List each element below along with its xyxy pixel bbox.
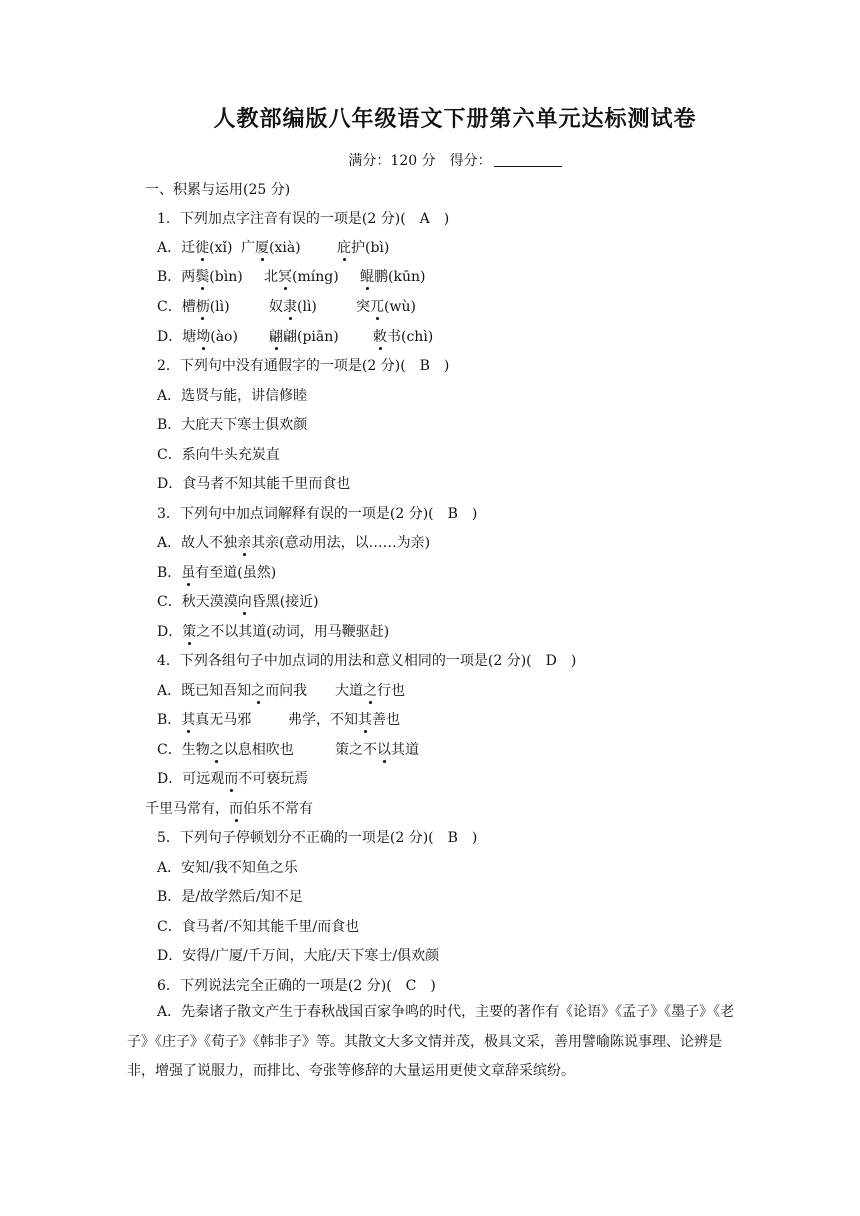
score-blank [494, 152, 562, 167]
question-3-option-d: D．策之不以其道(动词，用马鞭驱赶) [157, 624, 390, 640]
question-3-stem: 3．下列句中加点词解释有误的一项是(2 分)( B ) [157, 506, 478, 522]
question-5-option-b: B．是/故学然后/知不足 [157, 889, 303, 905]
dotted-char: 冥 [278, 269, 292, 285]
question-3-option-b: B．虽有至道(虽然) [157, 565, 277, 581]
dotted-char: 策 [182, 624, 197, 640]
question-2-stem: 2．下列句中没有通假字的一项是(2 分)( B ) [157, 358, 450, 374]
dotted-char: 坳 [196, 329, 211, 345]
dotted-char: 徙 [195, 240, 210, 256]
dotted-char: 以 [377, 742, 391, 758]
question-4-extra-line: 千里马常有，而伯乐不常有 [145, 801, 313, 817]
dotted-char: 亲 [237, 535, 252, 551]
question-3-option-c: C．秋天漠漠向昏黑(接近) [157, 594, 319, 610]
question-1-option-a: A．迁徙(xǐ) 广厦(xià) 庇护(bì) [157, 240, 390, 256]
dotted-char: 翩 [269, 329, 283, 345]
dotted-char: 虽 [181, 565, 196, 581]
dotted-char: 兀 [370, 299, 384, 315]
question-2-option-d: D．食马者不知其能千里而食也 [157, 476, 351, 492]
question-5-option-a: A．安知/我不知鱼之乐 [157, 860, 298, 876]
question-5-option-d: D．安得/广厦/千万间，大庇/天下寒士/俱欢颜 [157, 948, 440, 964]
got-score-label: 得分： [449, 153, 492, 169]
dotted-char: 向 [237, 594, 252, 610]
question-6-stem: 6．下列说法完全正确的一项是(2 分)( C ) [157, 978, 436, 994]
page-title: 人教部编版八年级语文下册第六单元达标测试卷 [213, 106, 697, 132]
question-2-option-a: A．选贤与能，讲信修睦 [157, 388, 308, 404]
question-2-option-c: C．系向牛头充炭直 [157, 447, 280, 463]
dotted-char: 鬓 [195, 269, 210, 285]
question-4-stem: 4．下列各组句子中加点词的用法和意义相同的一项是(2 分)( D ) [157, 653, 577, 669]
dotted-char: 厦 [255, 240, 269, 256]
dotted-char: 而 [229, 801, 243, 817]
dotted-char: 隶 [283, 299, 297, 315]
question-5-option-c: C．食马者/不知其能千里/而食也 [157, 919, 360, 935]
dotted-char: 之 [251, 683, 266, 699]
score-line [0, 150, 860, 170]
dotted-char: 枥 [195, 299, 210, 315]
question-4-option-a: A．既已知吾知之而问我 大道之行也 [157, 683, 405, 699]
question-1-option-d: D．塘坳(ào) 翩翩(piān) 敕书(chì) [157, 329, 434, 345]
question-3-option-a: A．故人不独亲其亲(意动用法，以……为亲) [157, 535, 431, 551]
dotted-char: 庇 [337, 240, 351, 256]
question-4-option-c: C．生物之以息相吹也 策之不以其道 [157, 742, 419, 758]
question-6-option-a: A．先秦诸子散文产生于春秋战国百家争鸣的时代，主要的著作有《论语》《孟子》《墨子》《老子》《庄子》《荀子》《韩非子》等。其散文大多文情并茂，极具文采，善用譬喻陈说事理、论辨是非，增强了说服力，而排比、夸张等修辞的大量运用更使文章辞采缤纷。 [127, 1004, 735, 1079]
question-5-stem: 5．下列句子停顿划分不正确的一项是(2 分)( B ) [157, 830, 478, 846]
question-4-option-b: B．其真无马邪 弗学，不知其善也 [157, 712, 400, 728]
section-heading: 一、积累与运用(25 分) [145, 182, 291, 198]
dotted-char: 之 [209, 742, 224, 758]
question-1-option-b: B．两鬓(bìn) 北冥(míng) 鲲鹏(kūn) [157, 269, 426, 285]
dotted-char: 其 [181, 712, 196, 728]
dotted-char: 敕 [373, 329, 387, 345]
dotted-char: 其 [358, 712, 372, 728]
question-1-option-c: C．槽枥(lì) 奴隶(lì) 突兀(wù) [157, 299, 416, 315]
dotted-char: 鲲 [360, 269, 374, 285]
question-2-option-b: B．大庇天下寒士俱欢颜 [157, 417, 308, 433]
dotted-char: 之 [363, 683, 377, 699]
dotted-char: 而 [224, 771, 239, 787]
question-4-option-d: D．可远观而不可亵玩焉 [157, 771, 309, 787]
full-score: 满分：120 分 [348, 153, 436, 169]
question-1-stem: 1．下列加点字注音有误的一项是(2 分)( A ) [157, 211, 450, 227]
